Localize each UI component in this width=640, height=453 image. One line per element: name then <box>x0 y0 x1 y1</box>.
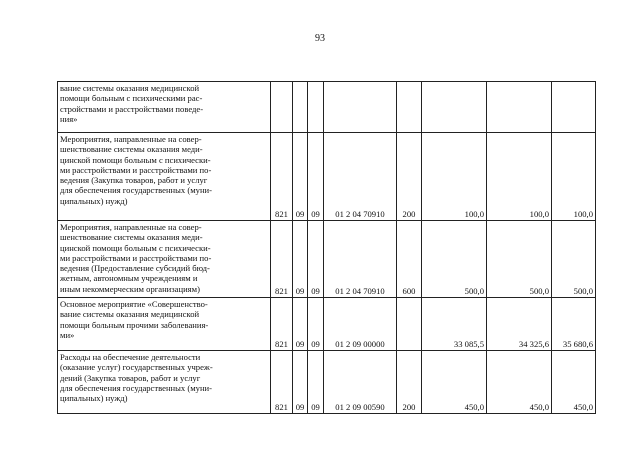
ministry-code-cell: 821 <box>271 351 293 414</box>
amount-year-2-cell: 450,0 <box>487 351 552 414</box>
description-line: ципальных) нужд) <box>60 195 128 206</box>
description-line: шенствование системы оказания меди- <box>60 144 203 155</box>
ministry-code-cell: 821 <box>271 221 293 298</box>
section-code-cell: 09 <box>293 133 308 221</box>
expense-type-cell <box>397 298 422 351</box>
description-line: (оказание услуг) государственных учреж- <box>60 362 213 373</box>
budget-table <box>57 81 596 414</box>
description-line: стройствами и расстройствами поведе- <box>60 103 204 114</box>
section-code-cell: 09 <box>293 221 308 298</box>
target-article-cell: 01 2 04 70910 <box>324 133 397 221</box>
description-line: вание системы оказания медицинской <box>60 309 200 320</box>
description-line: ципальных) нужд) <box>60 393 128 404</box>
description-line: ми расстройствами и расстройствами по- <box>60 252 212 263</box>
target-article-cell: 01 2 09 00000 <box>324 298 397 351</box>
ministry-code-cell <box>271 82 293 133</box>
description-line: иным некоммерческим организациям) <box>60 283 200 294</box>
amount-year-3-cell <box>552 82 596 133</box>
description-line: дений (Закупка товаров, работ и услуг <box>60 372 201 383</box>
description-line: шенствование системы оказания меди- <box>60 232 203 243</box>
amount-year-3-cell: 100,0 <box>552 133 596 221</box>
description-line: жетным, автономным учреждениям и <box>60 273 198 284</box>
description-line: ведения (Закупка товаров, работ и услуг <box>60 175 208 186</box>
amount-year-2-cell: 500,0 <box>487 221 552 298</box>
amount-year-1-cell <box>422 82 487 133</box>
table-row <box>58 133 596 221</box>
description-line: помощи больным прочими заболевания- <box>60 319 209 330</box>
description-line: Мероприятия, направленные на совер- <box>60 134 202 144</box>
description-cell <box>58 221 271 298</box>
description-line: вание системы оказания медицинской <box>60 83 200 93</box>
amount-year-1-cell: 500,0 <box>422 221 487 298</box>
subsection-code-cell: 09 <box>308 351 324 414</box>
description-cell <box>58 298 271 351</box>
description-line: для обеспечения государственных (муни- <box>60 185 213 196</box>
description-cell <box>58 82 271 133</box>
expense-type-cell <box>397 82 422 133</box>
expense-type-cell: 200 <box>397 351 422 414</box>
description-line: цинской помощи больным с психически- <box>60 154 211 165</box>
description-line: Мероприятия, направленные на совер- <box>60 222 202 232</box>
table-row <box>58 298 596 351</box>
amount-year-2-cell: 34 325,6 <box>487 298 552 351</box>
description-line: Основное мероприятие «Совершенство- <box>60 299 208 309</box>
amount-year-3-cell: 450,0 <box>552 351 596 414</box>
expense-type-cell: 600 <box>397 221 422 298</box>
description-line: ния» <box>60 113 78 124</box>
table-row <box>58 82 596 133</box>
subsection-code-cell <box>308 82 324 133</box>
subsection-code-cell: 09 <box>308 221 324 298</box>
amount-year-3-cell: 35 680,6 <box>552 298 596 351</box>
target-article-cell: 01 2 04 70910 <box>324 221 397 298</box>
description-line: ми расстройствами и расстройствами по- <box>60 164 212 175</box>
ministry-code-cell: 821 <box>271 298 293 351</box>
amount-year-2-cell: 100,0 <box>487 133 552 221</box>
expense-type-cell: 200 <box>397 133 422 221</box>
section-code-cell: 09 <box>293 351 308 414</box>
amount-year-1-cell: 100,0 <box>422 133 487 221</box>
amount-year-1-cell: 33 085,5 <box>422 298 487 351</box>
section-code-cell: 09 <box>293 298 308 351</box>
subsection-code-cell: 09 <box>308 298 324 351</box>
target-article-cell: 01 2 09 00590 <box>324 351 397 414</box>
amount-year-1-cell: 450,0 <box>422 351 487 414</box>
page-number: 93 <box>315 33 325 44</box>
description-line: ми» <box>60 329 75 340</box>
target-article-cell <box>324 82 397 133</box>
ministry-code-cell: 821 <box>271 133 293 221</box>
description-cell <box>58 133 271 221</box>
description-line: помощи больным с психическими рас- <box>60 93 203 104</box>
table-row <box>58 221 596 298</box>
table-row <box>58 351 596 414</box>
subsection-code-cell: 09 <box>308 133 324 221</box>
description-line: цинской помощи больным с психически- <box>60 242 211 253</box>
amount-year-2-cell <box>487 82 552 133</box>
table-body <box>58 82 596 414</box>
description-line: для обеспечения государственных (муни- <box>60 382 213 393</box>
section-code-cell <box>293 82 308 133</box>
description-line: Расходы на обеспечение деятельности <box>60 352 201 362</box>
description-line: ведения (Предоставление субсидий бюд- <box>60 263 210 274</box>
description-cell <box>58 351 271 414</box>
amount-year-3-cell: 500,0 <box>552 221 596 298</box>
